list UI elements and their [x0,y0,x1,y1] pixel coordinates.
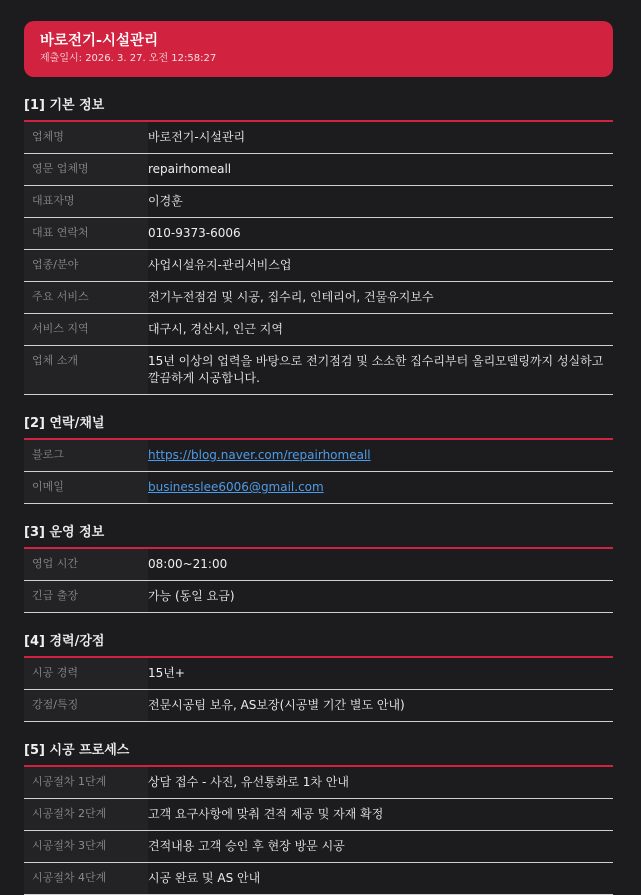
info-row [24,218,613,250]
section-basic-info [24,97,613,395]
row-label: 업종/분야 [24,250,148,281]
row-label: 업체명 [24,122,148,153]
row-value [148,440,613,471]
row-value: 고객 요구사항에 맞춰 견적 제공 및 자재 확정 [148,807,384,821]
info-row [24,581,613,613]
info-row [24,346,613,395]
section-title: [3] 운영 정보 [24,524,613,549]
row-label: 블로그 [24,440,148,471]
row-value: 08:00~21:00 [148,557,228,571]
row-value: 전문시공팀 보유, AS보장(시공별 기간 별도 안내) [148,698,405,712]
info-row [24,799,613,831]
section-contact-channels [24,415,613,504]
submission-timestamp: 제출일시: 2026. 3. 27. 오전 12:58:27 [40,53,217,64]
row-value: repairhomeall [148,162,232,176]
row-label: 영문 업체명 [24,154,148,185]
info-row [24,658,613,690]
row-label: 시공절차 3단계 [24,831,148,862]
row-value: 사업시설유지-관리서비스업 [148,258,292,272]
section-operation-info [24,524,613,613]
section-construction-process [24,742,613,895]
row-value: 바로전기-시설관리 [148,130,246,144]
info-row [24,186,613,218]
info-row [24,549,613,581]
row-value: 15년 이상의 업력을 바탕으로 전기점검 및 소소한 집수리부터 올리모델링까지 성실하고 깔끔하게 시공합니다. [148,354,604,385]
info-row [24,282,613,314]
row-value: 15년+ [148,666,185,680]
info-row [24,250,613,282]
company-title: 바로전기-시설관리 [40,33,159,49]
section-title: [4] 경력/강점 [24,633,613,658]
section-title: [2] 연락/채널 [24,415,613,440]
blog-link[interactable]: https://blog.naver.com/repairhomeall [148,448,371,462]
info-row [24,472,613,504]
row-label: 영업 시간 [24,549,148,580]
info-row [24,154,613,186]
info-row [24,122,613,154]
info-row [24,863,613,895]
row-value: 이경훈 [148,194,183,208]
row-label: 시공절차 1단계 [24,767,148,798]
row-label: 긴급 출장 [24,581,148,612]
info-row [24,690,613,722]
section-title: [1] 기본 정보 [24,97,613,122]
info-row [24,440,613,472]
header-banner [24,21,613,77]
row-value: 상담 접수 - 사진, 유선통화로 1차 안내 [148,775,349,789]
row-label: 이메일 [24,472,148,503]
info-row [24,314,613,346]
section-career-strengths [24,633,613,722]
row-value [148,472,613,503]
row-value: 대구시, 경산시, 인근 지역 [148,322,283,336]
row-value: 견적내용 고객 승인 후 현장 방문 시공 [148,839,345,853]
row-label: 시공절차 2단계 [24,799,148,830]
row-label: 시공 경력 [24,658,148,689]
row-label: 대표 연락처 [24,218,148,249]
row-value: 가능 (동일 요금) [148,589,235,603]
row-label: 시공절차 4단계 [24,863,148,894]
row-label: 업체 소개 [24,346,148,394]
info-row [24,831,613,863]
row-label: 주요 서비스 [24,282,148,313]
row-label: 서비스 지역 [24,314,148,345]
row-label: 강점/특징 [24,690,148,721]
row-value: 시공 완료 및 AS 안내 [148,871,261,885]
info-row [24,767,613,799]
email-link[interactable]: businesslee6006@gmail.com [148,480,324,494]
row-value: 전기누전점검 및 시공, 집수리, 인테리어, 건물유지보수 [148,290,434,304]
row-value: 010-9373-6006 [148,226,241,240]
section-title: [5] 시공 프로세스 [24,742,613,767]
row-label: 대표자명 [24,186,148,217]
